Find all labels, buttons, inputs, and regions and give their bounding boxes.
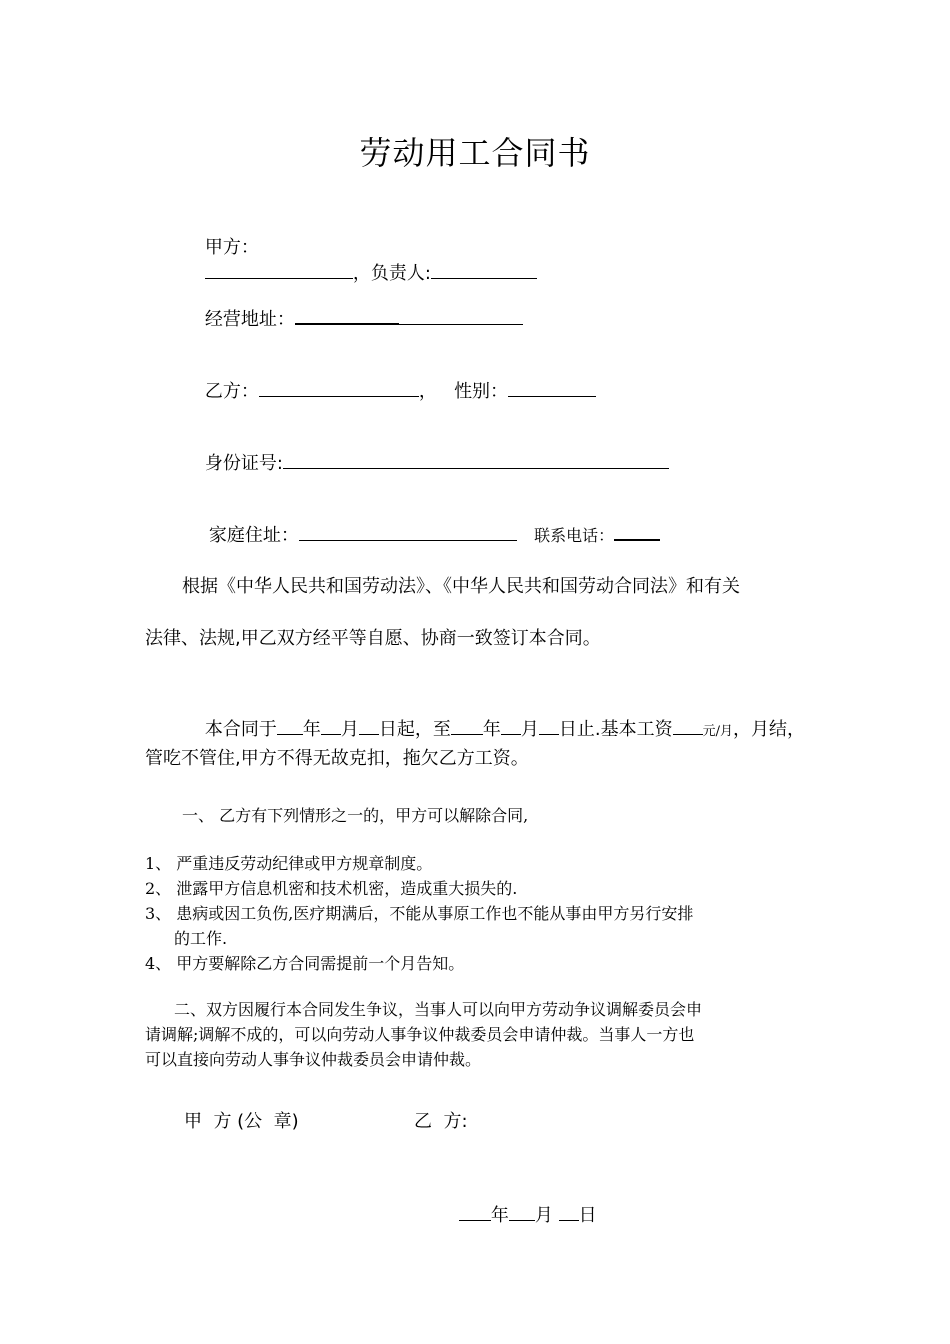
end-month-label: 月 bbox=[520, 719, 539, 740]
party-a-label: 甲方： bbox=[204, 237, 259, 258]
start-year-blank bbox=[277, 716, 303, 735]
id-blank bbox=[283, 450, 669, 469]
para1-line1: 根据《中华人民共和国劳动法》、《中华人民共和国劳动合同法》和有关 bbox=[182, 576, 740, 597]
list-item: 3、 患病或因工负伤,医疗期满后，不能从事原工作也不能从事由甲方另行安排 bbox=[145, 904, 694, 923]
party-b-label: 乙方： bbox=[204, 381, 259, 402]
end-day-label: 日止.基本工资 bbox=[558, 719, 673, 740]
start-day-label: 日起，至 bbox=[378, 719, 451, 740]
date-month-blank bbox=[509, 1202, 535, 1221]
phone-label: 联系电话： bbox=[534, 526, 615, 545]
address-label: 经营地址： bbox=[204, 309, 295, 330]
para2-line2: 管吃不管住,甲方不得无故克扣，拖欠乙方工资。 bbox=[145, 748, 529, 769]
gender-blank bbox=[508, 378, 596, 397]
start-month-blank bbox=[321, 716, 341, 735]
list-item-continuation: 的工作. bbox=[174, 929, 228, 948]
phone-blank bbox=[614, 521, 660, 541]
section2-line: 请调解;调解不成的，可以向劳动人事争议仲裁委员会申请仲裁。当事人一方也 bbox=[145, 1025, 695, 1044]
list-item: 4、 甲方要解除乙方合同需提前一个月告知。 bbox=[145, 954, 465, 973]
start-day-blank bbox=[359, 716, 379, 735]
id-label: 身份证号: bbox=[204, 453, 283, 474]
list-item: 2、 泄露甲方信息机密和技术机密，造成重大损失的. bbox=[145, 879, 518, 898]
document-title: 劳动用工合同书 bbox=[359, 134, 591, 172]
end-year-label: 年 bbox=[482, 719, 501, 740]
date-year-label: 年 bbox=[490, 1205, 509, 1226]
start-month-label: 月 bbox=[340, 719, 359, 740]
address-line bbox=[182, 284, 523, 352]
end-year-blank bbox=[451, 716, 483, 735]
signing-date bbox=[436, 1180, 597, 1248]
date-month-label: 月 bbox=[534, 1205, 553, 1226]
start-year-label: 年 bbox=[302, 719, 321, 740]
party-a-blank bbox=[205, 260, 353, 279]
party-a-sep: ，负责人: bbox=[352, 263, 431, 284]
section1-title: 一、 乙方有下列情形之一的，甲方可以解除合同, bbox=[182, 806, 529, 825]
address-blank-1 bbox=[295, 305, 399, 325]
home-blank bbox=[299, 522, 517, 541]
home-label: 家庭住址： bbox=[208, 525, 299, 546]
section2-line: 可以直接向劳动人事争议仲裁委员会申请仲裁。 bbox=[145, 1050, 482, 1069]
date-day-blank bbox=[559, 1202, 579, 1221]
section2-line: 二、双方因履行本合同发生争议，当事人可以向甲方劳动争议调解委员会申 bbox=[174, 1000, 703, 1019]
party-b-line bbox=[182, 356, 596, 424]
gender-label: 性别： bbox=[454, 381, 509, 402]
date-year-blank bbox=[459, 1202, 491, 1221]
party-b-sep: ， bbox=[418, 381, 437, 402]
list-item: 1、 严重违反劳动纪律或甲方规章制度。 bbox=[145, 854, 433, 873]
para2-tail: ，月结， bbox=[733, 719, 806, 740]
end-month-blank bbox=[501, 716, 521, 735]
salary-unit: 元/月 bbox=[702, 724, 734, 739]
responsible-blank bbox=[431, 260, 537, 279]
para1-line2: 法律、法规,甲乙双方经平等自愿、协商一致签订本合同。 bbox=[145, 628, 601, 649]
party-b-blank bbox=[259, 378, 419, 397]
home-line bbox=[186, 500, 660, 568]
date-day-label: 日 bbox=[578, 1205, 597, 1226]
para2-start: 本合同于 bbox=[204, 719, 277, 740]
signature-party-b: 乙 方: bbox=[414, 1111, 468, 1132]
address-blank-2 bbox=[399, 306, 523, 325]
signature-party-a: 甲 方 (公 章) bbox=[184, 1111, 299, 1132]
end-day-blank bbox=[539, 716, 559, 735]
salary-blank bbox=[673, 716, 703, 735]
id-line bbox=[182, 428, 669, 496]
